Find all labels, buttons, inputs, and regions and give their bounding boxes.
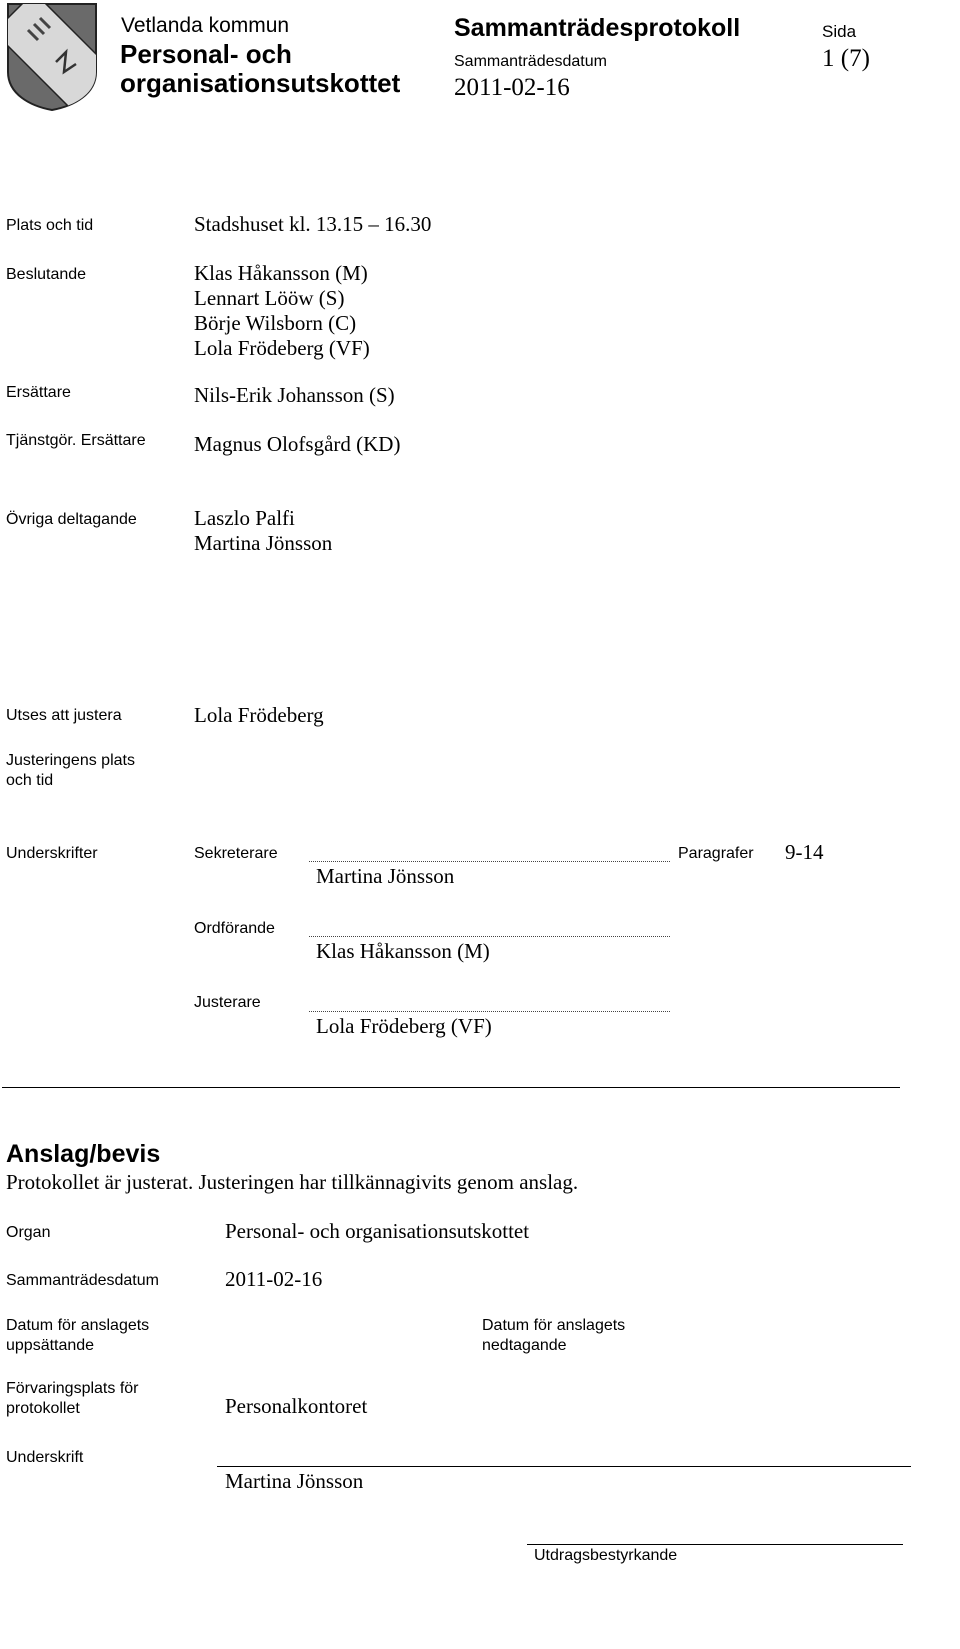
place-label: Plats och tid bbox=[6, 217, 94, 234]
notice-heading: Anslag/bevis bbox=[6, 1140, 161, 1168]
committee-name bbox=[120, 40, 400, 98]
signature-label: Underskrift bbox=[6, 1449, 84, 1466]
chair-label: Ordförande bbox=[194, 920, 275, 937]
section-divider bbox=[2, 1087, 900, 1088]
committee-name-line-2: organisationsutskottet bbox=[120, 68, 401, 98]
decision-makers-label: Beslutande bbox=[6, 266, 87, 283]
storage-place-label-line-1: Förvaringsplats för bbox=[6, 1380, 139, 1397]
secretary-name: Martina Jönsson bbox=[316, 864, 455, 888]
adjustment-place-label-line-2: och tid bbox=[6, 772, 54, 789]
municipality-coat-of-arms-logo bbox=[4, 2, 100, 112]
posted-date-label-line-1: Datum för anslagets bbox=[6, 1317, 150, 1334]
adjuster-signature-name: Lola Frödeberg (VF) bbox=[316, 1014, 492, 1038]
adjuster-signature-label: Justerare bbox=[194, 994, 261, 1011]
storage-place-label-line-2: protokollet bbox=[6, 1400, 80, 1417]
place-value: Stadshuset kl. 13.15 – 16.30 bbox=[194, 212, 432, 236]
other-participants-label: Övriga deltagande bbox=[6, 511, 137, 528]
secretary-signature-line bbox=[309, 861, 670, 862]
decision-maker: Klas Håkansson (M) bbox=[194, 261, 368, 285]
substitute-value: Nils-Erik Johansson (S) bbox=[194, 383, 395, 407]
committee-name-line-1: Personal- och bbox=[120, 39, 292, 69]
acting-substitute-value: Magnus Olofsgård (KD) bbox=[194, 432, 401, 456]
notice-date-value: 2011-02-16 bbox=[225, 1267, 323, 1291]
chair-name: Klas Håkansson (M) bbox=[316, 939, 490, 963]
adjuster-signature-line bbox=[309, 1011, 670, 1012]
notice-statement: Protokollet är justerat. Justeringen har tillkännagivits genom anslag. bbox=[6, 1170, 579, 1194]
other-participants-list bbox=[194, 506, 332, 556]
substitute-label: Ersättare bbox=[6, 384, 71, 401]
posted-date-label bbox=[6, 1316, 149, 1356]
secretary-label: Sekreterare bbox=[194, 845, 278, 862]
page-label: Sida bbox=[822, 22, 857, 41]
signatures-label: Underskrifter bbox=[6, 845, 98, 862]
decision-maker: Börje Wilsborn (C) bbox=[194, 311, 357, 335]
adjustment-place-label-line-1: Justeringens plats bbox=[6, 752, 135, 769]
removed-date-label-line-2: nedtagande bbox=[482, 1337, 567, 1354]
municipality-name: Vetlanda kommun bbox=[121, 14, 290, 37]
organ-label: Organ bbox=[6, 1224, 51, 1241]
meeting-date-label: Sammanträdesdatum bbox=[454, 53, 607, 70]
adjuster-label: Utses att justera bbox=[6, 707, 122, 724]
posted-date-label-line-2: uppsättande bbox=[6, 1337, 95, 1354]
organ-value: Personal- och organisationsutskottet bbox=[225, 1219, 530, 1243]
acting-substitute-label: Tjänstgör. Ersättare bbox=[6, 432, 146, 449]
other-participant: Martina Jönsson bbox=[194, 531, 333, 555]
decision-maker: Lennart Lööw (S) bbox=[194, 286, 345, 310]
meeting-date-value: 2011-02-16 bbox=[454, 74, 570, 101]
storage-place-value: Personalkontoret bbox=[225, 1394, 368, 1418]
chair-signature-line bbox=[309, 936, 670, 937]
footer-rule bbox=[527, 1544, 903, 1545]
notice-date-label: Sammanträdesdatum bbox=[6, 1272, 159, 1289]
removed-date-label-line-1: Datum för anslagets bbox=[482, 1317, 626, 1334]
notice-signature-name: Martina Jönsson bbox=[225, 1469, 364, 1493]
page-number: 1 (7) bbox=[822, 45, 870, 72]
adjustment-place-label bbox=[6, 751, 135, 791]
storage-place-label bbox=[6, 1379, 139, 1419]
removed-date-label bbox=[482, 1316, 625, 1356]
paragraphs-value: 9-14 bbox=[785, 840, 824, 864]
certification-label: Utdragsbestyrkande bbox=[534, 1547, 678, 1564]
other-participant: Laszlo Palfi bbox=[194, 506, 295, 530]
document-title: Sammanträdesprotokoll bbox=[454, 14, 741, 42]
decision-makers-list bbox=[194, 261, 370, 361]
paragraphs-label: Paragrafer bbox=[678, 845, 754, 862]
adjuster-value: Lola Frödeberg bbox=[194, 703, 324, 727]
decision-maker: Lola Frödeberg (VF) bbox=[194, 336, 370, 360]
notice-signature-line bbox=[217, 1466, 911, 1467]
